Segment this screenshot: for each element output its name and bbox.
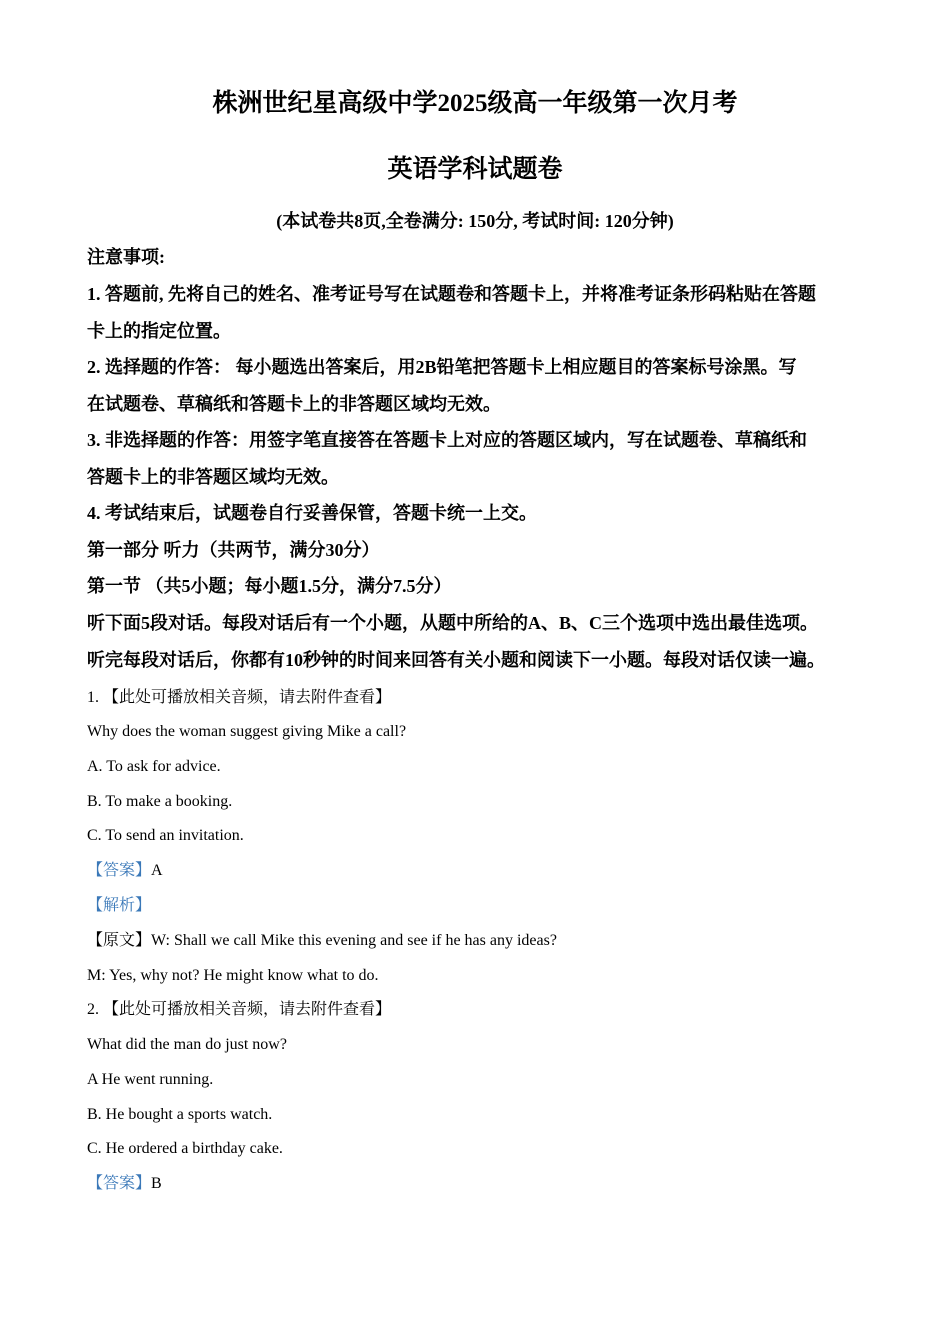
question-text: What did the man do just now? [87,1036,287,1053]
option-c: C. He ordered a birthday cake. [87,1140,283,1157]
answer-tag: 【答案】 [87,1175,152,1192]
exam-info: (本试卷共8页,全卷满分: 150分, 考试时间: 120分钟) [276,211,674,231]
notes-heading: 注意事项: [87,247,165,267]
option-b: B. To make a booking. [87,793,233,810]
option-c: C. To send an invitation. [87,827,244,844]
transcript-text: M: Yes, why not? He might know what to do. [87,967,379,984]
directions-line: 听下面5段对话。每段对话后有一个小题，从题中所给的A、B、C三个选项中选出最佳选项。 [87,613,818,633]
question-text: Why does the woman suggest giving Mike a call? [87,723,407,740]
option-a: A He went running. [87,1071,214,1088]
page-title: 株洲世纪星高级中学2025级高一年级第一次月考 [212,90,738,117]
directions-line: 听完每段对话后，你都有10秒钟的时间来回答有关小题和阅读下一小题。每段对话仅读一遍。 [87,650,825,670]
transcript-tag: 【原文】 [87,932,152,949]
transcript-text: W: Shall we call Mike this evening and see if he has any ideas? [151,932,557,949]
notes-line: 在试题卷、草稿纸和答题卡上的非答题区域均无效。 [87,394,501,414]
page-subtitle: 英语学科试题卷 [387,156,563,183]
answer-tag: 【答案】 [87,862,152,879]
notes-line: 3. 非选择题的作答：用签字笔直接答在答题卡上对应的答题区域内，写在试题卷、草稿纸和 [87,430,807,450]
notes-line: 卡上的指定位置。 [87,321,231,341]
notes-line: 2. 选择题的作答： 每小题选出答案后，用2B铅笔把答题卡上相应题目的答案标号涂黑。写 [87,357,797,377]
answer-line [87,859,163,883]
analysis-tag: 【解析】 [87,897,152,914]
notes-line: 1. 答题前, 先将自己的姓名、准考证号写在试题卷和答题卡上，并将准考证条形码粘贴在答题 [87,284,816,304]
audio-placeholder[interactable]: 2. 【此处可播放相关音频，请去附件查看】 [87,1001,392,1018]
notes-line: 4. 考试结束后，试题卷自行妥善保管，答题卡统一上交。 [87,503,537,523]
answer-value: A [151,862,163,879]
option-b: B. He bought a sports watch. [87,1106,273,1123]
subsection-heading: 第一节 （共5小题；每小题1.5分，满分7.5分） [87,576,452,596]
audio-placeholder[interactable]: 1. 【此处可播放相关音频，请去附件查看】 [87,689,392,706]
part-heading: 第一部分 听力（共两节，满分30分） [87,540,380,560]
transcript-line [87,929,557,953]
answer-value: B [151,1175,162,1192]
notes-line: 答题卡上的非答题区域均无效。 [87,467,339,487]
option-a: A. To ask for advice. [87,758,221,775]
answer-line [87,1172,162,1196]
